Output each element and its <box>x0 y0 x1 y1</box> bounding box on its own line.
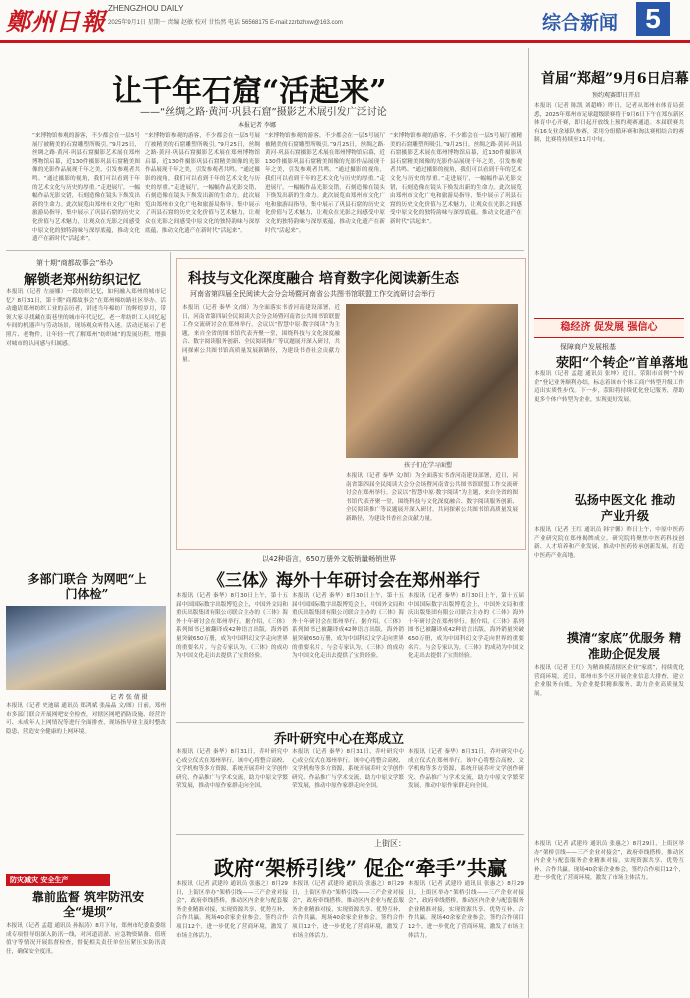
safety-tag: 防灾减灾 安全生产 <box>6 874 110 886</box>
feature-photo-caption: 孩子们在学习面塑 <box>404 462 453 469</box>
right2-body: 本报讯（记者 王红 通讯员 韩宇馨）昨日上午，中原中医药产业研究院在郑州揭牌成立。研究院将聚焦中医药科技创新、人才培养和产业发展，推动中医药传承创新发展，打造中医药产业高地。 <box>534 527 684 559</box>
feature-subheadline: 河南省第四届全民阅读大会分会场暨河南省公共图书馆联盟工作交流研讨会举行 <box>190 290 435 298</box>
lead-body-col3: “来博物馆参观的游客，不少都会在一层5号展厅被精美的石窟雕塑所吸引。”9月25日，丝绸之路·黄河·巩县石窟摄影艺术展在郑州博物馆启幕，近130件摄影巩县石窟精美图像的光影作品展现千年之美，引发参观者共鸣。“通过摄影的视角，我们可以看到千年的艺术文化与历史的厚重。”走进展厅，一幅幅作品光影交错，石刻造像在镜头下焕发出新的生命力。此次展览由郑州市文化广电和旅游局指导，集中展示了巩县石窟的历史文化价值与艺术魅力，让观众在光影之间感受中原文化的独特韵味与深厚底蕴，推动文化遗产在新时代“活起来”。 <box>265 133 385 234</box>
story3-body-col3: 本报讯（记者 秦华）8月31日，乔叶研究中心成立仪式在郑州举行。该中心将整合高校、文学机构等多方资源，系统开展乔叶文学创作研究、作品推广与学术交流，助力中原文学繁荣发展，推动中原作家群走向全国。 <box>408 749 524 790</box>
slogan-text: 稳经济 促发展 强信心 <box>560 322 658 333</box>
lead-headline: 让千年石窟“活起来” <box>112 74 387 109</box>
left1-headline: 解锁老郑州纺织记忆 <box>24 273 142 288</box>
story3-body-col1: 本报讯（记者 秦华）8月31日，乔叶研究中心成立仪式在郑州举行。该中心将整合高校、文学机构等多方资源，系统开展乔叶文学创作研究、作品推广与学术交流，助力中原文学繁荣发展，推动中原作家群走向全国。 <box>176 749 288 790</box>
lead-body-col4: “来博物馆参观的游客，不少都会在一层5号展厅被精美的石窟雕塑所吸引。”9月25日，丝绸之路·黄河·巩县石窟摄影艺术展在郑州博物馆启幕，近130件摄影巩县石窟精美图像的光影作品展现千年之美，引发参观者共鸣。“通过摄影的视角，我们可以看到千年的艺术文化与历史的厚重。”走进展厅，一幅幅作品光影交错，石刻造像在镜头下焕发出新的生命力。此次展览由郑州市文化广电和旅游局指导，集中展示了巩县石窟的历史文化价值与艺术魅力，让观众在光影之间感受中原文化的独特韵味与深厚底蕴，推动文化遗产在新时代“活起来”。 <box>390 133 522 225</box>
left1-kicker: 第十期“商都故事会”举办 <box>36 259 114 267</box>
right3-headline: 摸清“家底”优服务 精准助企促发展 <box>567 631 681 661</box>
brief-body: 本报讯（记者 陈凯 刘超峰）昨日，记者从郑州市体育局获悉，2025年郑州市足球超级联赛将于9月6日下午在郑东新区体育中心开赛，即日起开放线上预约观赛通道。本届联赛共有16支业余球队参赛，采用分组循环赛和淘汰赛相结合的赛制，比赛将持续至11月中旬。 <box>534 103 684 144</box>
story2-headline: 《三体》海外十年研讨会在郑州举行 <box>208 571 480 591</box>
column-divider <box>528 48 529 998</box>
newspaper-subtitle: ZHENGZHOU DAILY <box>108 4 184 13</box>
masthead-rule <box>0 40 690 43</box>
bottom-headline: 政府“架桥引线” 促企“牵手”共赢 <box>214 856 507 880</box>
bottom-body-col4: 本报讯（记者 武建玲 通讯员 张惠之）8月29日，上街区举办“架桥引线——三产企业对接会”，政府牵线搭桥，推动区内企业与配套服务企业精准对接，实现资源共享、优势互补、合作共赢。现场40余家企业参会，签约合作项目12个，进一步优化了营商环境，激发了市场主体活力。 <box>534 841 684 882</box>
clay-figure-photo <box>346 304 518 458</box>
left-divider <box>170 252 171 928</box>
right2-headline: 弘扬中医文化 推动产业升级 <box>574 493 676 523</box>
bottom-rule <box>176 834 524 835</box>
bottom-body-col2: 本报讯（记者 武建玲 通讯员 张惠之）8月29日，上街区举办“架桥引线——三产企业对接会”，政府牵线搭桥，推动区内企业与配套服务企业精准对接，实现资源共享、优势互补、合作共赢。现场40余家企业参会，签约合作项目12个，进一步优化了营商环境，激发了市场主体活力。 <box>292 881 404 939</box>
newspaper-logo: 鄭州日報 <box>6 7 106 36</box>
right1-kicker: 保障商户发展根基 <box>560 343 616 351</box>
bottom-body-col3: 本报讯（记者 武建玲 通讯员 张惠之）8月29日，上街区举办“架桥引线——三产企业对接会”，政府牵线搭桥，推动区内企业与配套服务企业精准对接，实现资源共享、优势互补、合作共赢。现场40余家企业参会，签约合作项目12个，进一步优化了营商环境，激发了市场主体活力。 <box>408 881 524 939</box>
internet-cafe-photo <box>6 606 166 690</box>
right1-body: 本报讯（记者 孟超 通讯员 张坤）近日，荥阳市首例“个转企”登记业务顺利办结，标志着该市个体工商户转型升级工作迈出实质性步伐。下一步，荥阳将持续优化登记服务，帮助更多个体户转型为企业，实现更好发展。 <box>534 371 684 403</box>
lead-byline: 本报记者 李娜 <box>238 122 276 129</box>
story3-headline: 乔叶研究中心在郑成立 <box>274 732 405 747</box>
left3-headline: 靠前监督 筑牢防汛安全“堤坝” <box>31 890 145 919</box>
issue-info: 2025年9月1日 星期一 责编 赵敏 校对 甘怡然 电话 56568175 E-mail:zzrbzhxw@163.com <box>108 20 343 26</box>
left3-body: 本报讯（记者 孟超 通讯员 孙振涛）8月下旬，郑州市纪委监委组成专项督导组深入防汛一线，对河道清淤、应急物资储备、值班值守等情况开展监督检查，督促相关责任单位压紧压实防汛责任，确保安全度汛。 <box>6 923 166 955</box>
right3-body: 本报讯（记者 王红）为精准摸清辖区企业“家底”，持续优化营商环境，近日，郑州市多个区开展企业信息大排查，建立企业服务台账，为企业提供精准服务，助力企业高质量发展。 <box>534 665 684 697</box>
left1-body: 本报讯（记者 左丽娜）一段纺织记忆，如何融入郑州的城市记忆？8月31日，第十期“商都故事会”在郑州棉纺路社区举办。活动邀请郑州纺织工业的亲历者，讲述当年棉纺厂的辉煌岁月，带领大家寻找藏在街巷里的城市年代记忆。老一辈纺织工人回忆起车间的机器声与劳动场景，现场观众听得入迷。活动还展示了老照片、老物件，让年轻一代了解郑州“纺织城”的发展历程，增强对城市的认同感与归属感。 <box>6 289 166 347</box>
story3-rule <box>176 722 524 723</box>
lead-body-col2: “来博物馆参观的游客，不少都会在一层5号展厅被精美的石窟雕塑所吸引。”9月25日，丝绸之路·黄河·巩县石窟摄影艺术展在郑州博物馆启幕，近130件摄影巩县石窟精美图像的光影作品展现千年之美，引发参观者共鸣。“通过摄影的视角，我们可以看到千年的艺术文化与历史的厚重。”走进展厅，一幅幅作品光影交错，石刻造像在镜头下焕发出新的生命力。此次展览由郑州市文化广电和旅游局指导，集中展示了巩县石窟的历史文化价值与艺术魅力，让观众在光影之间感受中原文化的独特韵味与深厚底蕴，推动文化遗产在新时代“活起来”。 <box>145 133 260 234</box>
lead-subtitle: ——“丝绸之路·黄河·巩县石窟”摄影艺术展引发广泛讨论 <box>140 107 387 118</box>
story2-body-col3: 本报讯（记者 秦华）8月30日上午，第十五届中国国际数字出版博览会上，中国外文局和重庆出版集团有限公司联合主办的《三体》海外十年研讨会在郑州举行。据介绍，《三体》系列图书已被翻译成42种语言出版，海外销量突破650万册，成为中国科幻文学走向世界的重要名片。与会专家认为，《三体》的成功为中国文化走出去提供了宝贵经验。 <box>408 593 524 660</box>
feature-body-col1: 本报讯（记者 秦华 文/图）为全面落实书香河南建设部署，近日，河南省第四届全民阅读大会分会场暨河南省公共图书馆联盟工作交流研讨会在郑州举行。会议以“智慧中原·数字阅读”为主题，来自全省的图书馆代表齐聚一堂，围绕科技与文化深度融合、数字阅读服务创新、全民阅读推广等议题展开深入研讨，共同探索公共图书馆高质量发展新路径，为建设书香社会贡献力量。 <box>182 305 340 363</box>
lead-body-col1: “来博物馆参观的游客，不少都会在一层5号展厅被精美的石窟雕塑所吸引。”9月25日，丝绸之路·黄河·巩县石窟摄影艺术展在郑州博物馆启幕，近130件摄影巩县石窟精美图像的光影作品展现千年之美，引发参观者共鸣。“通过摄影的视角，我们可以看到千年的艺术文化与历史的厚重。”走进展厅，一幅幅作品光影交错，石刻造像在镜头下焕发出新的生命力。此次展览由郑州市文化广电和旅游局指导，集中展示了巩县石窟的历史文化价值与艺术魅力，让观众在光影之间感受中原文化的独特韵味与深厚底蕴，推动文化遗产在新时代“活起来”。 <box>32 133 140 242</box>
story3-body-col2: 本报讯（记者 秦华）8月31日，乔叶研究中心成立仪式在郑州举行。该中心将整合高校、文学机构等多方资源，系统开展乔叶文学创作研究、作品推广与学术交流，助力中原文学繁荣发展，推动中原作家群走向全国。 <box>292 749 404 790</box>
left2-headline: 多部门联合 为网吧“上门体检” <box>27 572 147 601</box>
section-name: 综合新闻 <box>542 12 619 34</box>
story2-body-col2: 本报讯（记者 秦华）8月30日上午，第十五届中国国际数字出版博览会上，中国外文局和重庆出版集团有限公司联合主办的《三体》海外十年研讨会在郑州举行。据介绍，《三体》系列图书已被翻译成42种语言出版，海外销量突破650万册，成为中国科幻文学走向世界的重要名片。与会专家认为，《三体》的成功为中国文化走出去提供了宝贵经验。 <box>292 593 404 660</box>
section-rule <box>6 250 524 251</box>
right1-headline: 荥阳“个转企”首单落地 <box>556 356 688 371</box>
story2-body-col1: 本报讯（记者 秦华）8月30日上午，第十五届中国国际数字出版博览会上，中国外文局和重庆出版集团有限公司联合主办的《三体》海外十年研讨会在郑州举行。据介绍，《三体》系列图书已被翻译成42种语言出版，海外销量突破650万册，成为中国科幻文学走向世界的重要名片。与会专家认为，《三体》的成功为中国文化走出去提供了宝贵经验。 <box>176 593 288 660</box>
feature-headline: 科技与文化深度融合 培育数字化阅读新生态 <box>188 271 459 287</box>
brief-headline: 首届“郑超”9月6日启幕 <box>541 71 689 87</box>
bottom-body-col1: 本报讯（记者 武建玲 通讯员 张惠之）8月29日，上街区举办“架桥引线——三产企业对接会”，政府牵线搭桥，推动区内企业与配套服务企业精准对接，实现资源共享、优势互补、合作共赢。现场40余家企业参会，签约合作项目12个，进一步优化了营商环境，激发了市场主体活力。 <box>176 881 288 939</box>
brief-subheadline: 预约观赛即日开启 <box>592 92 641 99</box>
story2-kicker: 以42种语言，650万册外文版销量畅销世界 <box>262 555 397 563</box>
bottom-kicker: 上街区： <box>374 839 406 848</box>
slogan-band <box>534 318 684 338</box>
page-number: 5 <box>636 2 670 36</box>
left2-body: 本报讯（记者 史迪瑞 通讯员 郑鸿斌 张晶晶 文/图）日前，郑州市多部门联合开展网吧安全检查，对辖区网吧消防设施、经营许可、未成年人上网情况等进行全面排查，现场指导业主及时整改隐患，营造安全健康的上网环境。 <box>6 703 166 735</box>
left2-photo-credit: 记 者 张 倩 摄 <box>110 694 148 701</box>
feature-body-col2: 本报讯（记者 秦华 文/图）为全面落实书香河南建设部署，近日，河南省第四届全民阅读大会分会场暨河南省公共图书馆联盟工作交流研讨会在郑州举行。会议以“智慧中原·数字阅读”为主题，来自全省的图书馆代表齐聚一堂，围绕科技与文化深度融合、数字阅读服务创新、全民阅读推广等议题展开深入研讨，共同探索公共图书馆高质量发展新路径，为建设书香社会贡献力量。 <box>346 473 518 522</box>
